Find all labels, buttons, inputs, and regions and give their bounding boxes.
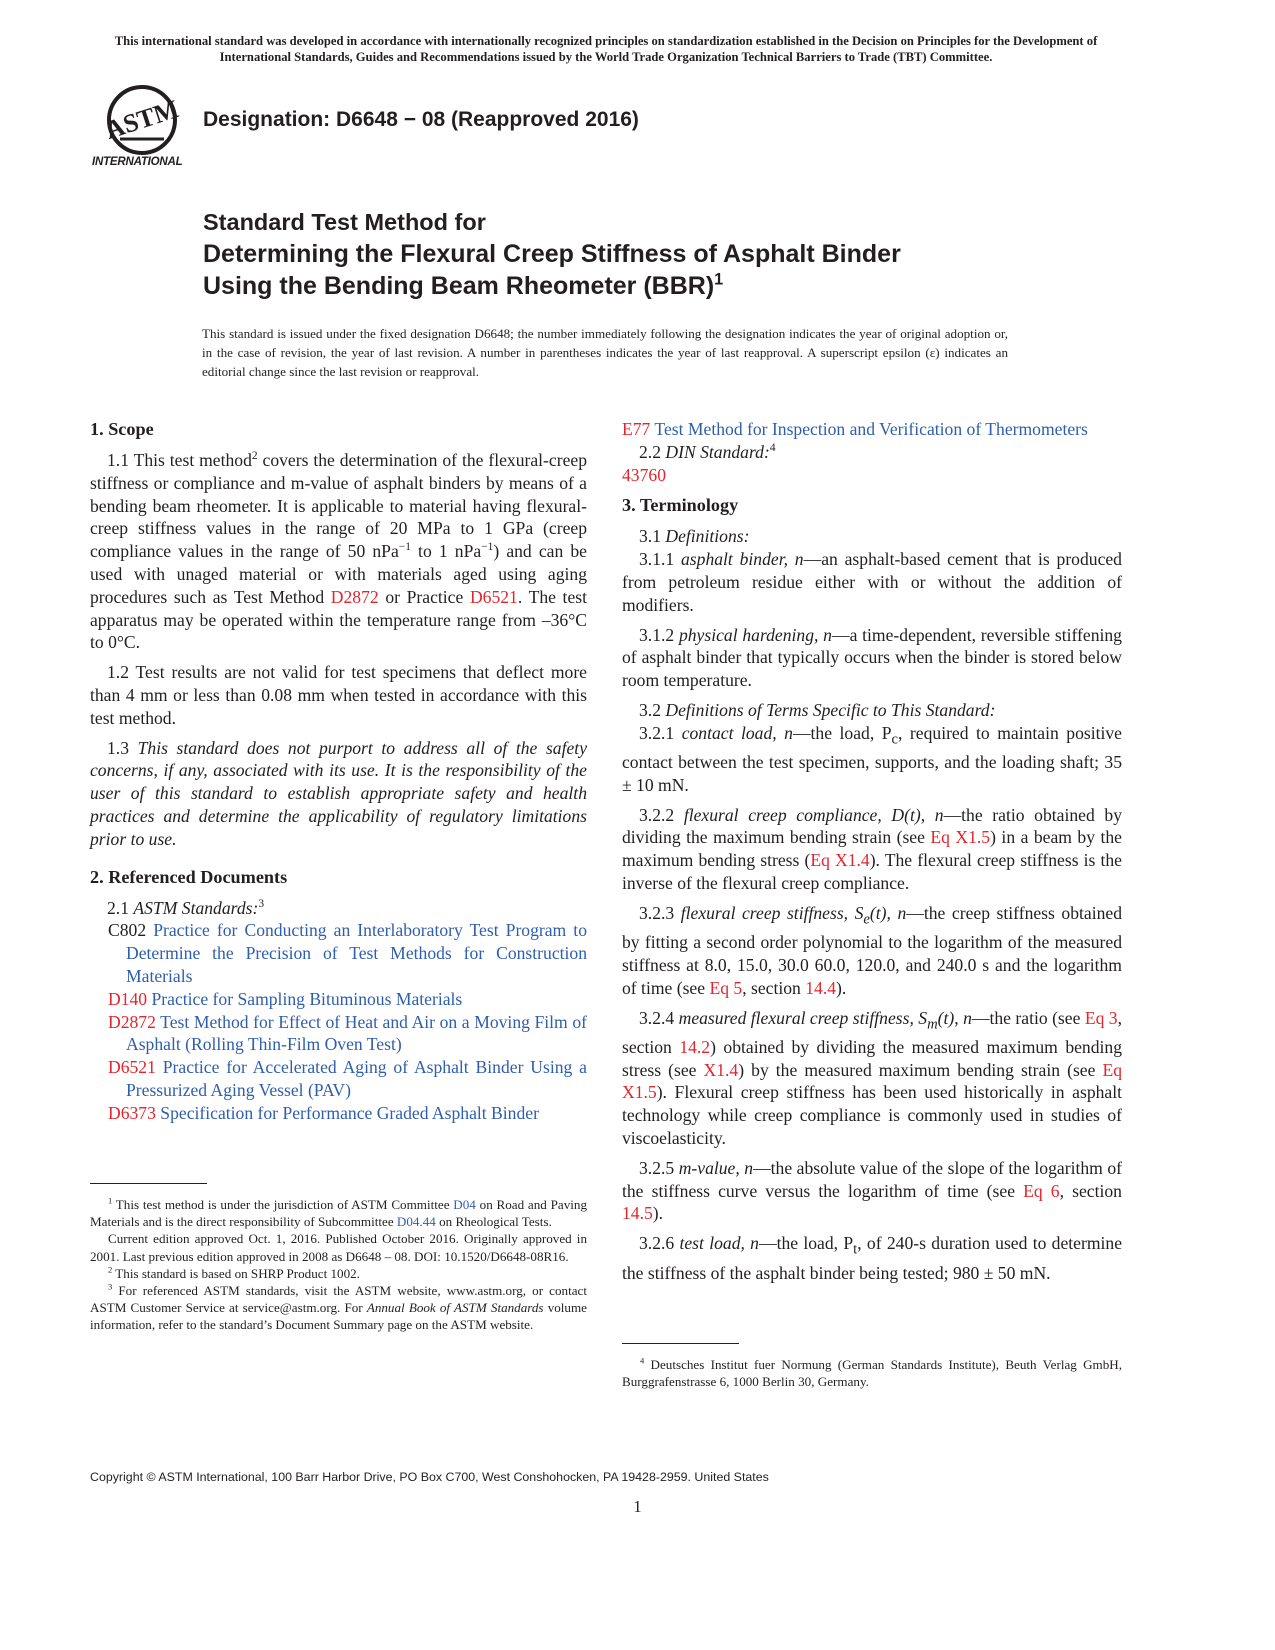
link-eq-x1-4[interactable]: Eq X1.4 (810, 850, 870, 871)
footnote-ref-2[interactable]: 2 (251, 450, 258, 463)
definitions-specific-label: 3.2 Definitions of Terms Specific to This Standard: (639, 699, 996, 720)
footnote-divider-right (622, 1343, 739, 1344)
link-section-14-4[interactable]: 14.4 (805, 977, 837, 998)
scope-paragraph-1-2: 1.2 Test results are not valid for test specimens that deflect more than 4 mm or less than 0.08 mm when tested in accordance with this test method. (90, 662, 587, 728)
link-d6521[interactable]: D6521 (469, 586, 518, 607)
link-eq-5[interactable]: Eq 5 (709, 977, 743, 998)
issued-note: This standard is issued under the fixed designation D6648; the number immediately following the designation indicates the year of original adoption or, in the case of revision, the year of last revision. A number in parentheses indicates the year of last reapproval. A superscript epsilon (ε) indicates an editorial change since the last revision or reapproval. (202, 326, 1008, 379)
right-column (622, 418, 1122, 1291)
footnote-3: $^3$ For referenced ASTM standards, visit the ASTM website, www.astm.org, or contact ASTM Customer Service at service@astm.org. For Annual Book of ASTM Standards volume information, refer to the standard’s Document Summary page on the ASTM website. (90, 1281, 587, 1333)
definitions-label: 3.1 Definitions: (639, 526, 750, 547)
scope-heading: 1. Scope (90, 419, 154, 439)
scope-paragraph-1-3: 1.3 This standard does not purport to address all of the safety concerns, if any, associated with its use. It is the responsibility of the user of this standard to establish appropriate safety and health practices and determine the applicability of regulatory limitations prior to use. (90, 737, 588, 849)
title-line-2: Determining the Flexural Creep Stiffness of Asphalt Binder (203, 240, 901, 268)
title-line-3: Using the Bending Beam Rheometer (BBR) (203, 272, 715, 300)
terminology-heading: 3. Terminology (622, 495, 739, 516)
footnote-ref-4[interactable]: 4 (769, 441, 776, 454)
title-line-1: Standard Test Method for (203, 209, 486, 235)
astm-standards-label: 2.1 ASTM Standards:$^3$ (107, 897, 265, 918)
footnote-divider-left (90, 1183, 207, 1184)
link-eq-6[interactable]: Eq 6 (1023, 1180, 1060, 1201)
referenced-documents-heading: 2. Referenced Documents (90, 866, 288, 887)
astm-logo (90, 84, 194, 174)
link-eq-x1-5[interactable]: Eq X1.5 (930, 827, 991, 848)
copyright-line: Copyright © ASTM International, 100 Barr Harbor Drive, PO Box C700, West Conshohocken, PA 19428-2959. United States (90, 1470, 769, 1484)
link-d04[interactable]: D04 (453, 1197, 476, 1212)
footnote-2: $^2$ This standard is based on SHRP Product 1002. (108, 1264, 360, 1281)
footnotes-left (90, 1196, 587, 1334)
din-standard-label: 2.2 DIN Standard:$^4$ (639, 441, 776, 462)
link-section-14-5[interactable]: 14.5 (622, 1203, 653, 1224)
link-section-14-2[interactable]: 14.2 (679, 1036, 711, 1057)
designation: Designation: D6648 − 08 (Reapproved 2016) (203, 108, 639, 131)
ref-item-din-43760[interactable]: 43760 (622, 464, 666, 485)
definition-3-1-1: 3.1.1 asphalt binder, n—an asphalt-based cement that is produced from petroleum residue either with or without the addition of modifiers. (622, 549, 1122, 615)
svg-text:ASTM: ASTM (101, 94, 183, 145)
left-column (90, 418, 587, 1125)
definition-3-2-2: 3.2.2 flexural creep compliance, D(t), n—the ratio obtained by dividing the maximum bending strain (see Eq X1.5) in a beam by the maximum bending stress (Eq X1.4). The flexural creep stiffness is the inverse of the flexural creep compliance. (622, 804, 1122, 894)
link-d2872[interactable]: D2872 (330, 586, 379, 607)
definition-3-1-2: 3.1.2 physical hardening, n—a time-dependent, reversible stiffening of asphalt binder that typically occurs when the binder is stored below room temperature. (622, 624, 1122, 691)
ref-item-d6521[interactable]: D6521 Practice for Accelerated Aging of Asphalt Binder Using a Pressurized Aging Vessel (PAV) (108, 1057, 587, 1100)
footnote-1: $^1$ This test method is under the jurisdiction of ASTM Committee D04 on Road and Paving Materials and is the direct responsibility of Subcommittee D04.44 on Rheological Tests. (90, 1195, 587, 1230)
link-x1-4[interactable]: X1.4 (703, 1059, 739, 1080)
logo-text: INTERNATIONAL (92, 156, 183, 168)
international-standard-notice: This international standard was developed in accordance with internationally recognized principles on standardization established in the Decision on Principles for the Development of International Standards, Guides and Recommendations issued by the World Trade Organization Technical Barriers to Trade (TBT) Committee. (114, 34, 1098, 64)
definition-3-2-6: 3.2.6 test load, n—the load, $P_t$, of 240-s duration used to determine the stiffness of the asphalt binder being tested; 980 ± 50 mN. (622, 1233, 1123, 1283)
page-number: 1 (633, 1497, 642, 1516)
title-footnote-mark[interactable]: 1 (714, 270, 724, 289)
link-d04-44[interactable]: D04.44 (396, 1214, 436, 1230)
document-title (203, 206, 1123, 302)
ref-item-c802[interactable]: C802 Practice for Conducting an Interlaboratory Test Program to Determine the Precision of Test Methods for Construction Materials (108, 920, 587, 986)
footnote-1-edition: Current edition approved Oct. 1, 2016. Published October 2016. Originally approved in 2001. Last previous edition approved in 2008 as D6648 – 08. DOI: 10.1520/D6648-08R16. (90, 1231, 587, 1264)
definition-3-2-4: 3.2.4 measured flexural creep stiffness, $S_m(t)$, n—the ratio (see Eq 3, section 14.2) obtained by dividing the measured maximum bending stress (see X1.4) by the measured maximum bending strain (see Eq X1.5). Flexural creep stiffness has been used historically in asphalt technology while creep compliance is commonly used in studies of viscoelasticity. (622, 1007, 1123, 1149)
footnote-4: $^4$ Deutsches Institut fuer Normung (German Standards Institute), Beuth Verlag GmbH, Burggrafenstrasse 6, 1000 Berlin 30, Germany. (622, 1355, 1122, 1390)
ref-item-e77[interactable]: E77 Test Method for Inspection and Verification of Thermometers (622, 419, 1088, 439)
ref-item-d6373[interactable]: D6373 Specification for Performance Graded Asphalt Binder (108, 1102, 539, 1123)
link-eq-x1-5-b[interactable]: Eq X1.5 (622, 1059, 1123, 1103)
link-eq-3[interactable]: Eq 3 (1084, 1007, 1118, 1028)
definition-3-2-5: 3.2.5 m-value, n—the absolute value of the slope of the logarithm of the stiffness curve versus the logarithm of time (see Eq 6, section 14.5). (622, 1157, 1122, 1224)
footnote-ref-3[interactable]: 3 (258, 897, 265, 910)
ref-item-d140[interactable]: D140 Practice for Sampling Bituminous Materials (108, 988, 463, 1009)
scope-paragraph-1-1: 1.1 This test method$^2$ covers the determination of the flexural-creep stiffness or compliance and m-value of asphalt binders by means of a bending beam rheometer. It is applicable to material having flexural-creep stiffness values in the range of 20 MPa to 1 GPa (creep compliance values in the range of 50 nPa$^{-1}$ to 1 nPa$^{-1}$) and can be used with unaged material or with materials aged using aging procedures such as Test Method D2872 or Practice D6521. The test apparatus may be operated within the temperature range from –36°C to 0°C. (90, 450, 587, 653)
ref-item-d2872[interactable]: D2872 Test Method for Effect of Heat and Air on a Moving Film of Asphalt (Rolling Thin-Film Oven Test) (108, 1011, 587, 1055)
definition-3-2-3: 3.2.3 flexural creep stiffness, $S_e(t)$, n—the creep stiffness obtained by fitting a second order polynomial to the logarithm of the measured stiffness at 8.0, 15.0, 30.0 60.0, 120.0, and 240.0 s and the logarithm of time (see Eq 5, section 14.4). (622, 902, 1122, 998)
definition-3-2-1: 3.2.1 contact load, n—the load, $P_c$, required to maintain positive contact between the test specimen, supports, and the loading shaft; 35 ± 10 mN. (622, 722, 1122, 795)
